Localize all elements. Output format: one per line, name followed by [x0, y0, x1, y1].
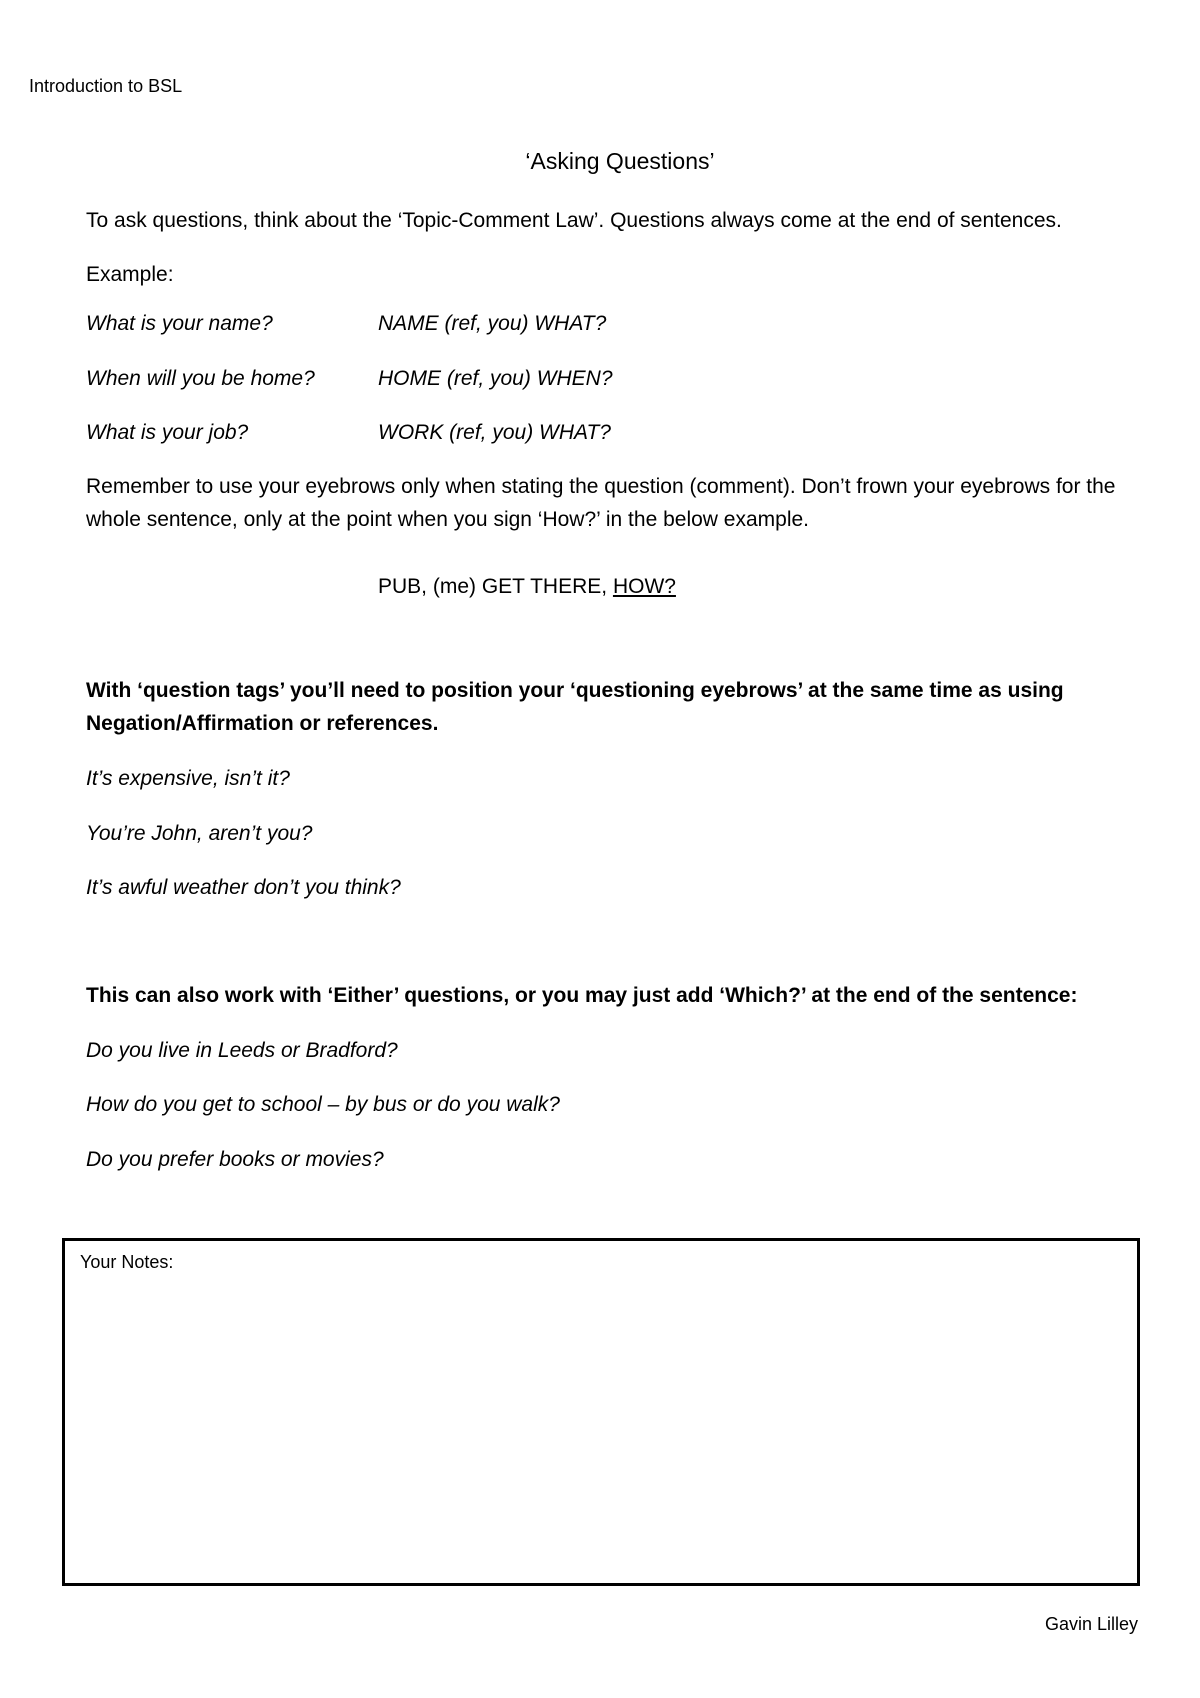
- tag-example: It’s expensive, isn’t it?: [86, 767, 290, 790]
- example-question: What is your job?: [86, 421, 249, 444]
- footer-author: Gavin Lilley: [1044, 1614, 1138, 1634]
- tag-example: You’re John, aren’t you?: [86, 822, 313, 845]
- example-sign: NAME (ref, you) WHAT?: [378, 312, 607, 335]
- notes-label: Your Notes:: [80, 1252, 174, 1272]
- pub-example-emphasis: HOW?: [612, 575, 676, 598]
- intro-paragraph: To ask questions, think about the ‘Topic-Comment Law’. Questions always come at the end of sentences.: [86, 209, 1062, 232]
- pub-example: [378, 570, 676, 603]
- example-question: When will you be home?: [86, 367, 315, 390]
- header-course-title: Introduction to BSL: [29, 76, 183, 96]
- either-example: How do you get to school – by bus or do you walk?: [86, 1093, 560, 1116]
- page-title: ‘Asking Questions’: [525, 148, 715, 174]
- pub-example-prefix: PUB, (me) GET THERE,: [378, 575, 613, 598]
- reminder-paragraph: Remember to use your eyebrows only when stating the question (comment). Don’t frown your eyebrows for the whole sentence, only at the point when you sign ‘How?’ in the below example.: [86, 475, 1116, 531]
- example-sign: WORK (ref, you) WHAT?: [378, 421, 611, 444]
- question-tags-heading: With ‘question tags’ you’ll need to position your ‘questioning eyebrows’ at the same time as using Negation/Affirmation or references.: [86, 679, 1064, 735]
- example-sign: HOME (ref, you) WHEN?: [378, 367, 613, 390]
- tag-example: It’s awful weather don’t you think?: [86, 876, 401, 899]
- example-label: Example:: [86, 263, 174, 286]
- either-heading: This can also work with ‘Either’ questions, or you may just add ‘Which?’ at the end of the sentence:: [86, 984, 1078, 1007]
- either-example: Do you live in Leeds or Bradford?: [86, 1039, 398, 1062]
- example-question: What is your name?: [86, 312, 273, 335]
- notes-box[interactable]: [62, 1238, 1140, 1586]
- either-example: Do you prefer books or movies?: [86, 1148, 384, 1171]
